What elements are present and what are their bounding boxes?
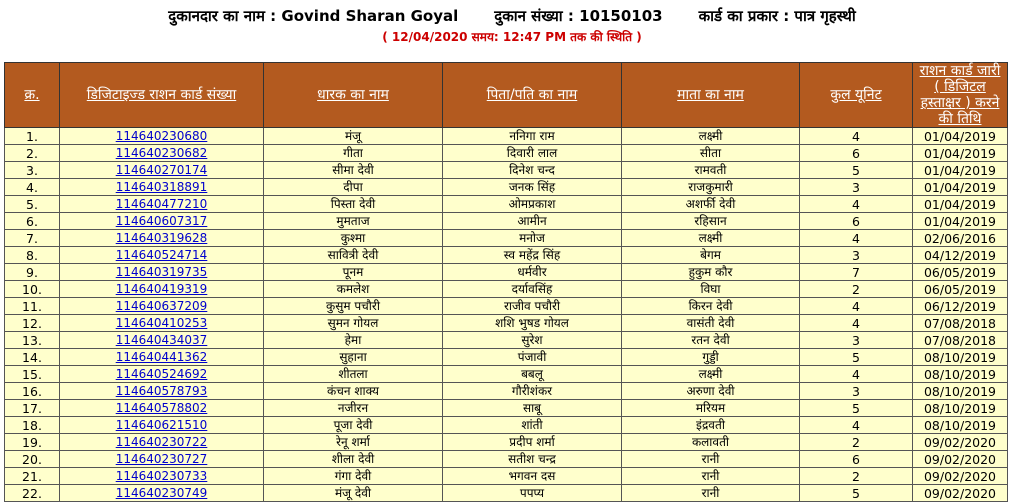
units-cell: 5 xyxy=(800,162,913,179)
card-number-cell xyxy=(60,247,264,264)
col-header-serial[interactable]: क्र. xyxy=(5,63,60,128)
units-cell: 3 xyxy=(800,247,913,264)
card-number-cell xyxy=(60,230,264,247)
card-number-cell xyxy=(60,468,264,485)
table-row xyxy=(5,281,1008,298)
table-row xyxy=(5,400,1008,417)
holder-name-cell: पूजा देवी xyxy=(264,417,443,434)
table-row xyxy=(5,366,1008,383)
issue-date-cell: 02/06/2016 xyxy=(913,230,1008,247)
card-number-cell xyxy=(60,485,264,502)
serial-cell: 2. xyxy=(5,145,60,162)
table-row xyxy=(5,468,1008,485)
issue-date-cell: 04/12/2019 xyxy=(913,247,1008,264)
table-header-row xyxy=(5,63,1008,128)
serial-cell: 12. xyxy=(5,315,60,332)
dealer-name: दुकानदार का नाम : Govind Sharan Goyal xyxy=(168,7,459,25)
table-row xyxy=(5,417,1008,434)
table-row xyxy=(5,128,1008,145)
mother-name-cell: बेगम xyxy=(622,247,800,264)
units-cell: 3 xyxy=(800,332,913,349)
units-cell: 6 xyxy=(800,451,913,468)
col-header-mother-name[interactable]: माता का नाम xyxy=(622,63,800,128)
mother-name-cell: लक्ष्मी xyxy=(622,230,800,247)
holder-name-cell: पिस्ता देवी xyxy=(264,196,443,213)
serial-cell: 8. xyxy=(5,247,60,264)
col-header-card-number[interactable]: डिजिटाइज्ड राशन कार्ड संख्या xyxy=(60,63,264,128)
father-name-cell: गौरीशंकर xyxy=(443,383,622,400)
units-cell: 5 xyxy=(800,349,913,366)
father-name-cell: धर्मवीर xyxy=(443,264,622,281)
mother-name-cell: लक्ष्मी xyxy=(622,366,800,383)
father-name-cell: ओमप्रकाश xyxy=(443,196,622,213)
father-name-cell: ननिगा राम xyxy=(443,128,622,145)
table-row xyxy=(5,349,1008,366)
mother-name-cell: रानी xyxy=(622,468,800,485)
mother-name-cell: इंद्रवती xyxy=(622,417,800,434)
col-header-father-name[interactable]: पिता/पति का नाम xyxy=(443,63,622,128)
issue-date-cell: 06/12/2019 xyxy=(913,298,1008,315)
shop-number: दुकान संख्या : 10150103 xyxy=(494,7,663,25)
serial-cell: 20. xyxy=(5,451,60,468)
units-cell: 7 xyxy=(800,264,913,281)
status-timestamp: ( 12/04/2020 समय: 12:47 PM तक की स्थिति ) xyxy=(382,30,642,44)
units-cell: 2 xyxy=(800,434,913,451)
father-name-cell: सुरेश xyxy=(443,332,622,349)
card-number-link[interactable]: 114640524692 xyxy=(115,366,208,381)
units-cell: 4 xyxy=(800,298,913,315)
holder-name-cell: पूनम xyxy=(264,264,443,281)
mother-name-cell: वासंती देवी xyxy=(622,315,800,332)
holder-name-cell: मुमताज xyxy=(264,213,443,230)
card-number-link[interactable]: 114640621510 xyxy=(115,417,208,432)
issue-date-cell: 01/04/2019 xyxy=(913,179,1008,196)
issue-date-cell: 01/04/2019 xyxy=(913,162,1008,179)
father-name-cell: शांती xyxy=(443,417,622,434)
table-row xyxy=(5,162,1008,179)
serial-cell: 13. xyxy=(5,332,60,349)
mother-name-cell: मरियम xyxy=(622,400,800,417)
card-number-link[interactable]: 114640441362 xyxy=(115,349,208,364)
units-cell: 6 xyxy=(800,145,913,162)
ration-card-table xyxy=(4,62,1008,502)
serial-cell: 18. xyxy=(5,417,60,434)
card-number-link[interactable]: 114640419319 xyxy=(115,281,208,296)
serial-cell: 10. xyxy=(5,281,60,298)
card-number-cell xyxy=(60,383,264,400)
mother-name-cell: अशर्फी देवी xyxy=(622,196,800,213)
card-number-link[interactable]: 114640434037 xyxy=(115,332,208,347)
serial-cell: 19. xyxy=(5,434,60,451)
holder-name-cell: कुसुम पचौरी xyxy=(264,298,443,315)
table-row xyxy=(5,213,1008,230)
units-cell: 6 xyxy=(800,213,913,230)
table-row xyxy=(5,485,1008,502)
table-row xyxy=(5,247,1008,264)
father-name-cell: सतीश चन्द्र xyxy=(443,451,622,468)
units-cell: 2 xyxy=(800,468,913,485)
holder-name-cell: मंजू देवी xyxy=(264,485,443,502)
table-row xyxy=(5,451,1008,468)
card-number-cell xyxy=(60,196,264,213)
page-header xyxy=(0,0,1024,28)
issue-date-cell: 08/10/2019 xyxy=(913,417,1008,434)
father-name-cell: साबू xyxy=(443,400,622,417)
mother-name-cell: लक्ष्मी xyxy=(622,128,800,145)
card-number-cell xyxy=(60,298,264,315)
serial-cell: 21. xyxy=(5,468,60,485)
father-name-cell: दिवारी लाल xyxy=(443,145,622,162)
issue-date-cell: 01/04/2019 xyxy=(913,213,1008,230)
units-cell: 5 xyxy=(800,485,913,502)
mother-name-cell: रानी xyxy=(622,451,800,468)
father-name-cell: दिनेश चन्द xyxy=(443,162,622,179)
table-row xyxy=(5,196,1008,213)
card-number-cell xyxy=(60,281,264,298)
father-name-cell: भगवन दस xyxy=(443,468,622,485)
issue-date-cell: 07/08/2018 xyxy=(913,315,1008,332)
serial-cell: 14. xyxy=(5,349,60,366)
serial-cell: 1. xyxy=(5,128,60,145)
card-number-link[interactable]: 114640319628 xyxy=(115,230,208,245)
holder-name-cell: हेमा xyxy=(264,332,443,349)
holder-name-cell: कमलेश xyxy=(264,281,443,298)
issue-date-cell: 01/04/2019 xyxy=(913,196,1008,213)
table-row xyxy=(5,264,1008,281)
card-number-link[interactable]: 114640578802 xyxy=(115,400,208,415)
father-name-cell: दर्यावसिंह xyxy=(443,281,622,298)
mother-name-cell: विघा xyxy=(622,281,800,298)
holder-name-cell: गंगा देवी xyxy=(264,468,443,485)
card-number-cell xyxy=(60,128,264,145)
col-header-total-units[interactable]: कुल यूनिट xyxy=(800,63,913,128)
issue-date-cell: 09/02/2020 xyxy=(913,485,1008,502)
card-number-cell xyxy=(60,264,264,281)
holder-name-cell: सीमा देवी xyxy=(264,162,443,179)
serial-cell: 16. xyxy=(5,383,60,400)
holder-name-cell: मंजू xyxy=(264,128,443,145)
card-number-cell xyxy=(60,434,264,451)
holder-name-cell: सुहाना xyxy=(264,349,443,366)
father-name-cell: मनोज xyxy=(443,230,622,247)
issue-date-cell: 09/02/2020 xyxy=(913,468,1008,485)
card-number-cell xyxy=(60,451,264,468)
mother-name-cell: गुड्डी xyxy=(622,349,800,366)
card-number-cell xyxy=(60,417,264,434)
card-number-cell xyxy=(60,366,264,383)
father-name-cell: स्व महेंद्र सिंह xyxy=(443,247,622,264)
mother-name-cell: रहिसान xyxy=(622,213,800,230)
card-number-cell xyxy=(60,315,264,332)
table-row xyxy=(5,230,1008,247)
card-number-link[interactable]: 114640607317 xyxy=(115,213,208,228)
mother-name-cell: रतन देवी xyxy=(622,332,800,349)
issue-date-cell: 01/04/2019 xyxy=(913,128,1008,145)
card-number-link[interactable]: 114640230749 xyxy=(115,485,208,500)
card-number-cell xyxy=(60,179,264,196)
mother-name-cell: सीता xyxy=(622,145,800,162)
units-cell: 3 xyxy=(800,383,913,400)
father-name-cell: जनक सिंह xyxy=(443,179,622,196)
serial-cell: 3. xyxy=(5,162,60,179)
card-number-link[interactable]: 114640230722 xyxy=(115,434,208,449)
issue-date-cell: 06/05/2019 xyxy=(913,264,1008,281)
issue-date-cell: 08/10/2019 xyxy=(913,383,1008,400)
holder-name-cell: सुमन गोयल xyxy=(264,315,443,332)
table-row xyxy=(5,332,1008,349)
table-row xyxy=(5,145,1008,162)
card-number-link[interactable]: 114640230733 xyxy=(115,468,208,483)
table-row xyxy=(5,179,1008,196)
serial-cell: 22. xyxy=(5,485,60,502)
mother-name-cell: कलावती xyxy=(622,434,800,451)
holder-name-cell: नजीरन xyxy=(264,400,443,417)
card-number-link[interactable]: 114640318891 xyxy=(115,179,208,194)
issue-date-cell: 07/08/2018 xyxy=(913,332,1008,349)
holder-name-cell: शीला देवी xyxy=(264,451,443,468)
holder-name-cell: दीपा xyxy=(264,179,443,196)
issue-date-cell: 08/10/2019 xyxy=(913,349,1008,366)
serial-cell: 6. xyxy=(5,213,60,230)
mother-name-cell: रामवती xyxy=(622,162,800,179)
father-name-cell: राजीव पचौरी xyxy=(443,298,622,315)
table-body xyxy=(5,128,1008,502)
units-cell: 4 xyxy=(800,417,913,434)
father-name-cell: पपप्य xyxy=(443,485,622,502)
card-number-link[interactable]: 114640477210 xyxy=(115,196,208,211)
units-cell: 4 xyxy=(800,230,913,247)
mother-name-cell: रानी xyxy=(622,485,800,502)
serial-cell: 4. xyxy=(5,179,60,196)
serial-cell: 17. xyxy=(5,400,60,417)
card-number-cell xyxy=(60,145,264,162)
units-cell: 4 xyxy=(800,128,913,145)
card-number-cell xyxy=(60,213,264,230)
issue-date-cell: 01/04/2019 xyxy=(913,145,1008,162)
serial-cell: 15. xyxy=(5,366,60,383)
table-row xyxy=(5,298,1008,315)
holder-name-cell: रेनू शर्मा xyxy=(264,434,443,451)
father-name-cell: पंजावी xyxy=(443,349,622,366)
card-number-link[interactable]: 114640270174 xyxy=(115,162,208,177)
mother-name-cell: किरन देवी xyxy=(622,298,800,315)
card-number-link[interactable]: 114640230727 xyxy=(115,451,208,466)
units-cell: 3 xyxy=(800,179,913,196)
issue-date-cell: 08/10/2019 xyxy=(913,400,1008,417)
units-cell: 4 xyxy=(800,366,913,383)
father-name-cell: शशि भुषड गोयल xyxy=(443,315,622,332)
holder-name-cell: कुश्मा xyxy=(264,230,443,247)
serial-cell: 5. xyxy=(5,196,60,213)
units-cell: 4 xyxy=(800,196,913,213)
father-name-cell: प्रदीप शर्मा xyxy=(443,434,622,451)
card-number-link[interactable]: 114640230680 xyxy=(115,128,208,143)
units-cell: 5 xyxy=(800,400,913,417)
holder-name-cell: कंचन शाक्य xyxy=(264,383,443,400)
father-name-cell: आमीन xyxy=(443,213,622,230)
mother-name-cell: राजकुमारी xyxy=(622,179,800,196)
card-number-link[interactable]: 114640524714 xyxy=(115,247,208,262)
col-header-holder-name[interactable]: धारक का नाम xyxy=(264,63,443,128)
father-name-cell: बबलू xyxy=(443,366,622,383)
card-number-link[interactable]: 114640410253 xyxy=(115,315,208,330)
serial-cell: 9. xyxy=(5,264,60,281)
holder-name-cell: सावित्री देवी xyxy=(264,247,443,264)
card-number-link[interactable]: 114640578793 xyxy=(115,383,208,398)
serial-cell: 11. xyxy=(5,298,60,315)
card-number-cell xyxy=(60,162,264,179)
mother-name-cell: हुकुम कौर xyxy=(622,264,800,281)
mother-name-cell: अरुणा देवी xyxy=(622,383,800,400)
serial-cell: 7. xyxy=(5,230,60,247)
issue-date-cell: 06/05/2019 xyxy=(913,281,1008,298)
card-number-link[interactable]: 114640319735 xyxy=(115,264,208,279)
table-row xyxy=(5,315,1008,332)
holder-name-cell: शीतला xyxy=(264,366,443,383)
issue-date-cell: 09/02/2020 xyxy=(913,434,1008,451)
table-row xyxy=(5,434,1008,451)
units-cell: 2 xyxy=(800,281,913,298)
issue-date-cell: 09/02/2020 xyxy=(913,451,1008,468)
card-number-link[interactable]: 114640637209 xyxy=(115,298,208,313)
card-number-cell xyxy=(60,400,264,417)
table-row xyxy=(5,383,1008,400)
issue-date-cell: 08/10/2019 xyxy=(913,366,1008,383)
card-number-cell xyxy=(60,349,264,366)
card-number-cell xyxy=(60,332,264,349)
col-header-issue-date[interactable]: राशन कार्ड जारी ( डिजिटल हस्ताक्षर ) करने की तिथि xyxy=(913,63,1008,128)
card-type: कार्ड का प्रकार : पात्र गृहस्थी xyxy=(698,7,856,25)
card-number-link[interactable]: 114640230682 xyxy=(115,145,208,160)
holder-name-cell: गीता xyxy=(264,145,443,162)
units-cell: 4 xyxy=(800,315,913,332)
